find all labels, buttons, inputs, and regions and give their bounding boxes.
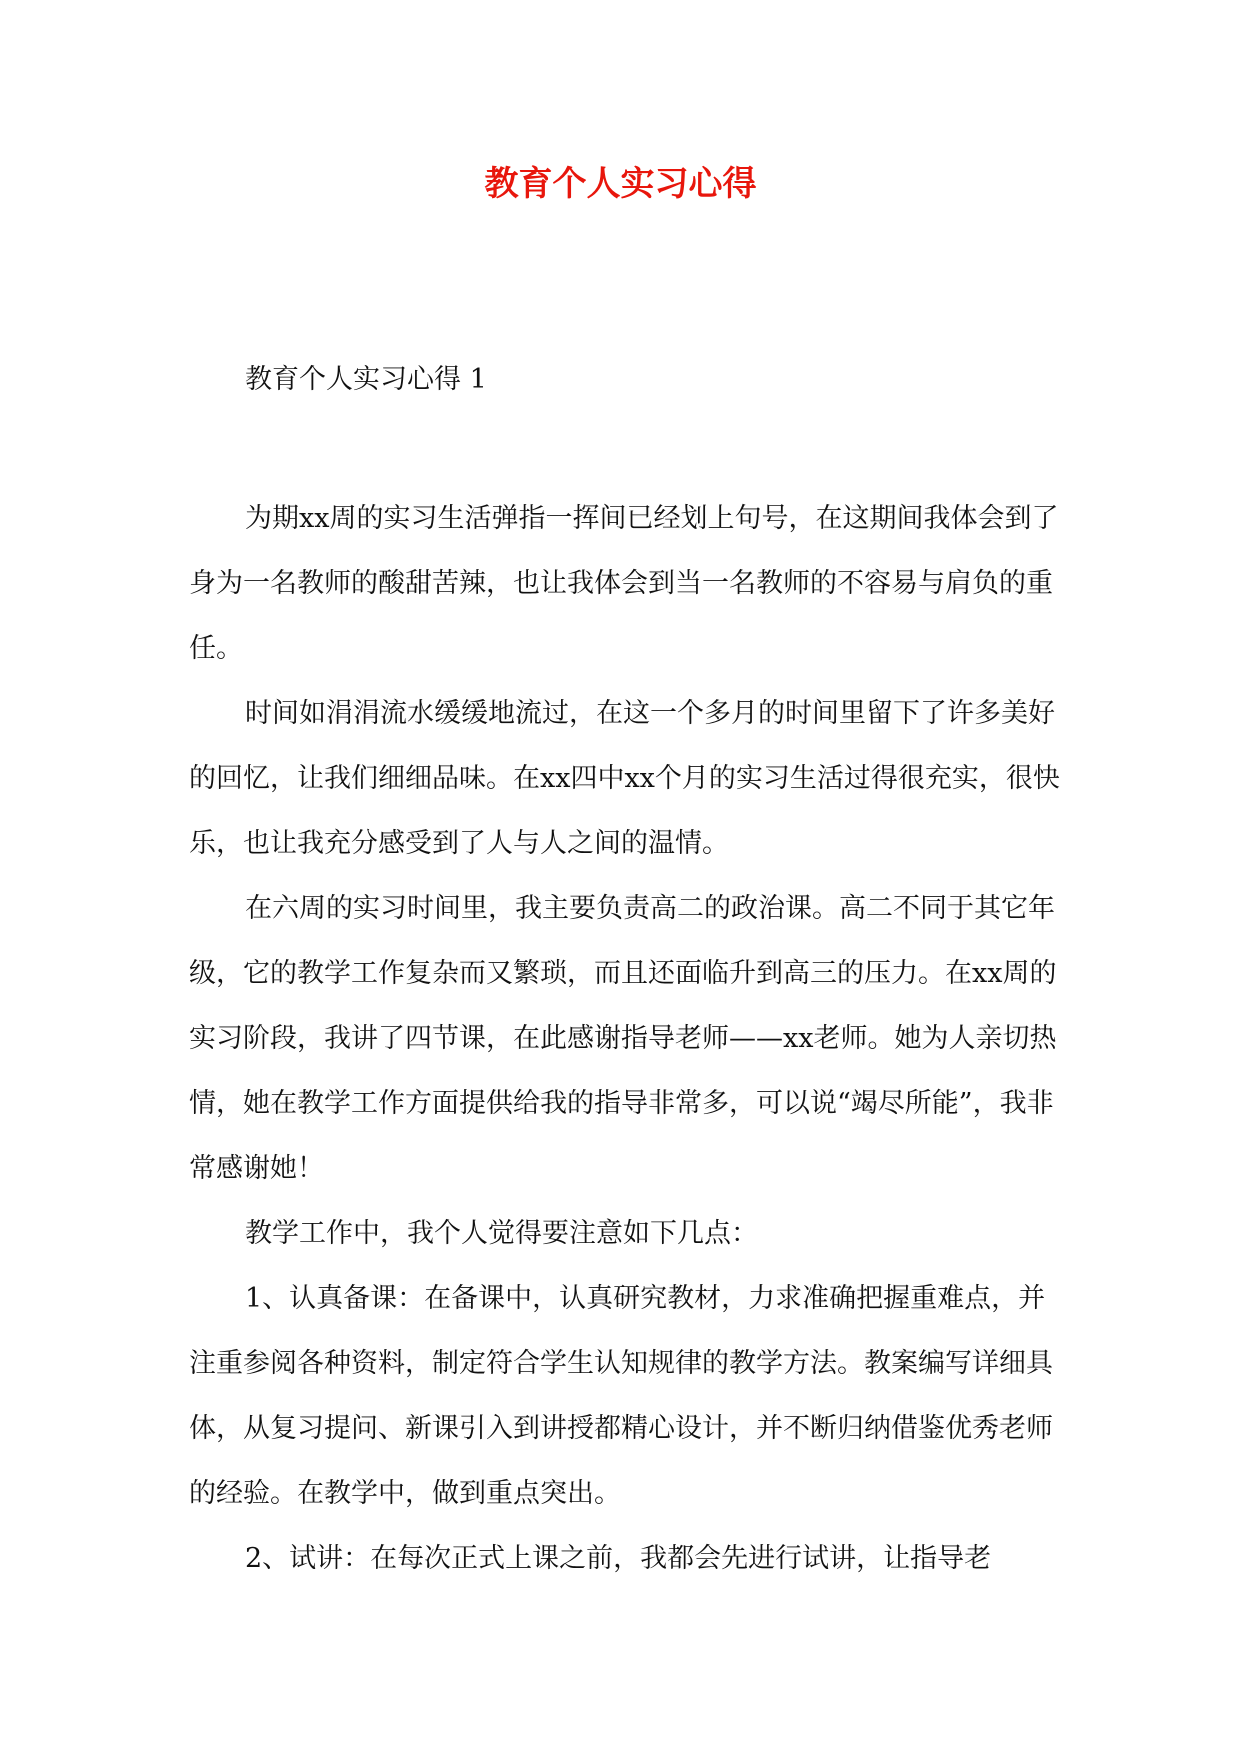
paragraph: 为期xx周的实习生活弹指一挥间已经划上句号，在这期间我体会到了身为一名教师的酸甜苦辣，也让我体会到当一名教师的不容易与肩负的重任。	[189, 503, 1059, 664]
document-title: 教育个人实习心得	[484, 164, 757, 204]
paragraph: 在六周的实习时间里，我主要负责高二的政治课。高二不同于其它年级，它的教学工作复杂而又繁琐，而且还面临升到高三的压力。在xx周的实习阶段，我讲了四节课，在此感谢指导老师——xx老师。她为人亲切热情，她在教学工作方面提供给我的指导非常多，可以说“竭尽所能”，我非常感谢她！	[189, 893, 1057, 1184]
paragraph: 时间如涓涓流水缓缓地流过，在这一个多月的时间里留下了许多美好的回忆，让我们细细品味。在xx四中xx个月的实习生活过得很充实，很快乐，也让我充分感受到了人与人之间的温情。	[189, 698, 1060, 859]
paragraph: 2、试讲：在每次正式上课之前，我都会先进行试讲，让指导老	[245, 1543, 992, 1574]
section-heading: 教育个人实习心得 1	[245, 364, 487, 395]
document-body	[189, 486, 1069, 1591]
paragraph: 教学工作中，我个人觉得要注意如下几点：	[245, 1218, 758, 1249]
paragraph: 1、认真备课：在备课中，认真研究教材，力求准确把握重难点，并注重参阅各种资料，制定符合学生认知规律的教学方法。教案编写详细具体，从复习提问、新课引入到讲授都精心设计，并不断归纳借鉴优秀老师的经验。在教学中，做到重点突出。	[189, 1283, 1053, 1509]
